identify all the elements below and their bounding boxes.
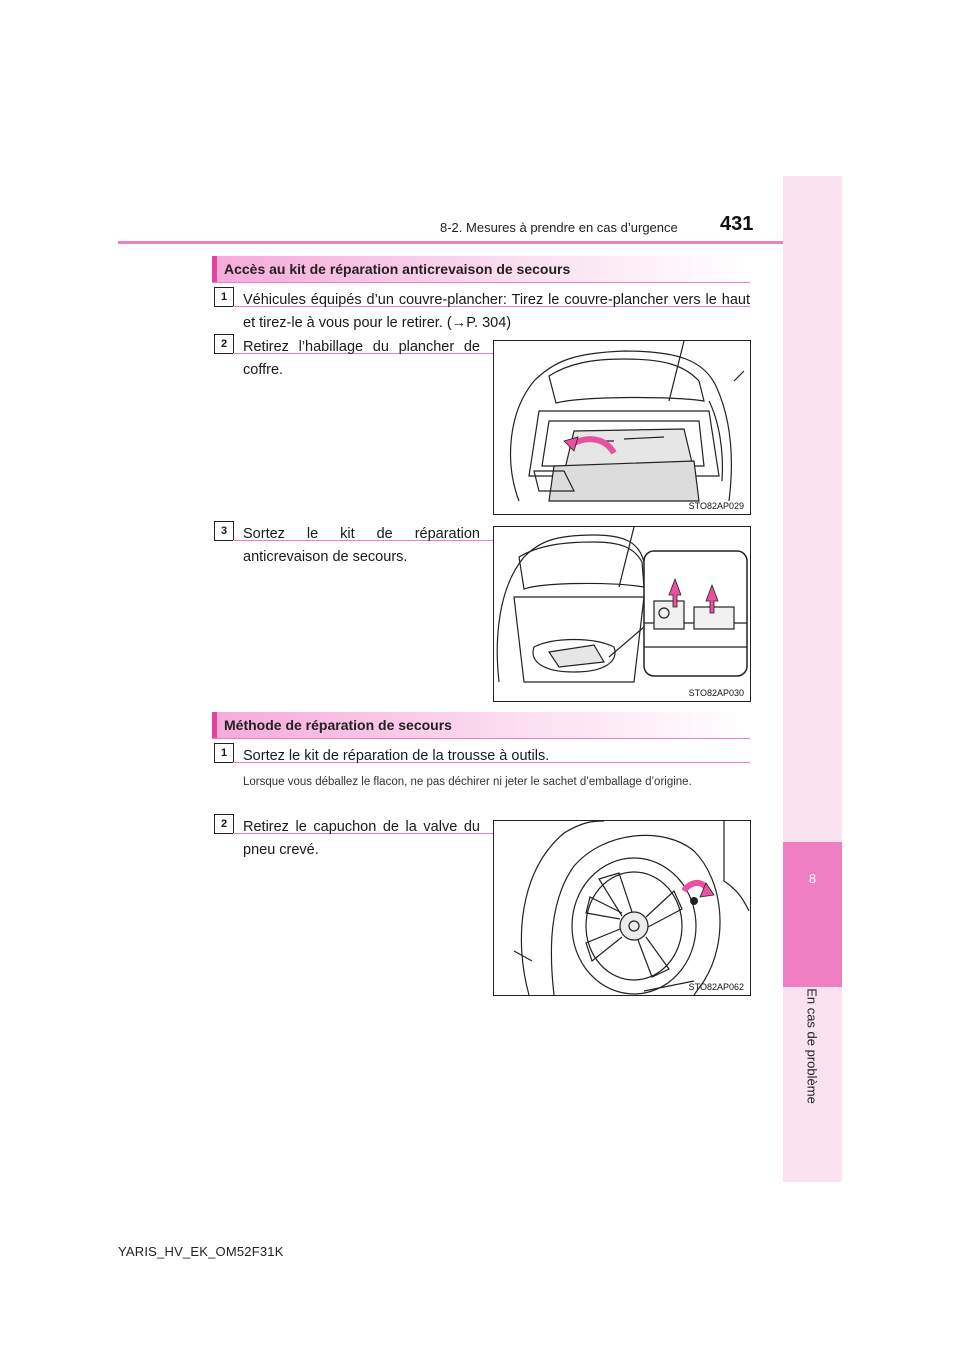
- chapter-number: 8: [808, 871, 817, 886]
- step-number-box: 3: [214, 521, 234, 541]
- repair-kit-illustration: [493, 526, 751, 702]
- section-heading-repair-method: [212, 712, 750, 739]
- step-note: Lorsque vous déballez le flacon, ne pas déchirer ni jeter le sachet d’emballage d’origine.: [243, 776, 692, 788]
- section-heading-text: Accès au kit de réparation anticrevaison de secours: [224, 261, 571, 277]
- footer-model-code: YARIS_HV_EK_OM52F31K: [118, 1244, 284, 1259]
- step-number-box: 2: [214, 334, 234, 354]
- chapter-title: En cas de problème: [804, 988, 820, 1104]
- chapter-side-tab: [783, 176, 842, 1182]
- illustration-code: STO82AP030: [688, 688, 744, 698]
- section-heading-access-kit: [212, 256, 750, 283]
- step-number-box: 1: [214, 287, 234, 307]
- page-number: 431: [720, 213, 754, 235]
- tire-valve-illustration: [493, 820, 751, 996]
- trunk-floor-drawing: [494, 341, 750, 514]
- step-number-box: 1: [214, 743, 234, 763]
- header-section-title: 8-2. Mesures à prendre en cas d’urgence: [440, 220, 678, 235]
- illustration-code: STO82AP062: [688, 982, 744, 992]
- tire-valve-drawing: [494, 821, 750, 995]
- illustration-code: STO82AP029: [688, 501, 744, 511]
- step-text: Véhicules équipés d’un couvre-plancher: Tirez le couvre-plancher vers le haut et tirez-le à vous pour le retirer. (→P. 304): [243, 292, 750, 331]
- header-rule: [118, 241, 783, 244]
- repair-kit-drawing: [494, 527, 750, 701]
- chapter-number-block: [783, 842, 842, 987]
- step-text: Sortez le kit de réparation anticrevaison de secours.: [243, 526, 480, 565]
- trunk-floor-illustration: [493, 340, 751, 515]
- step-text: Sortez le kit de réparation de la trousse à outils.: [243, 748, 550, 764]
- step-number-box: 2: [214, 814, 234, 834]
- step-text: Retirez l’habillage du plancher de coffre.: [243, 339, 480, 378]
- section-heading-text: Méthode de réparation de secours: [224, 717, 452, 733]
- step-text: Retirez le capuchon de la valve du pneu crevé.: [243, 819, 480, 858]
